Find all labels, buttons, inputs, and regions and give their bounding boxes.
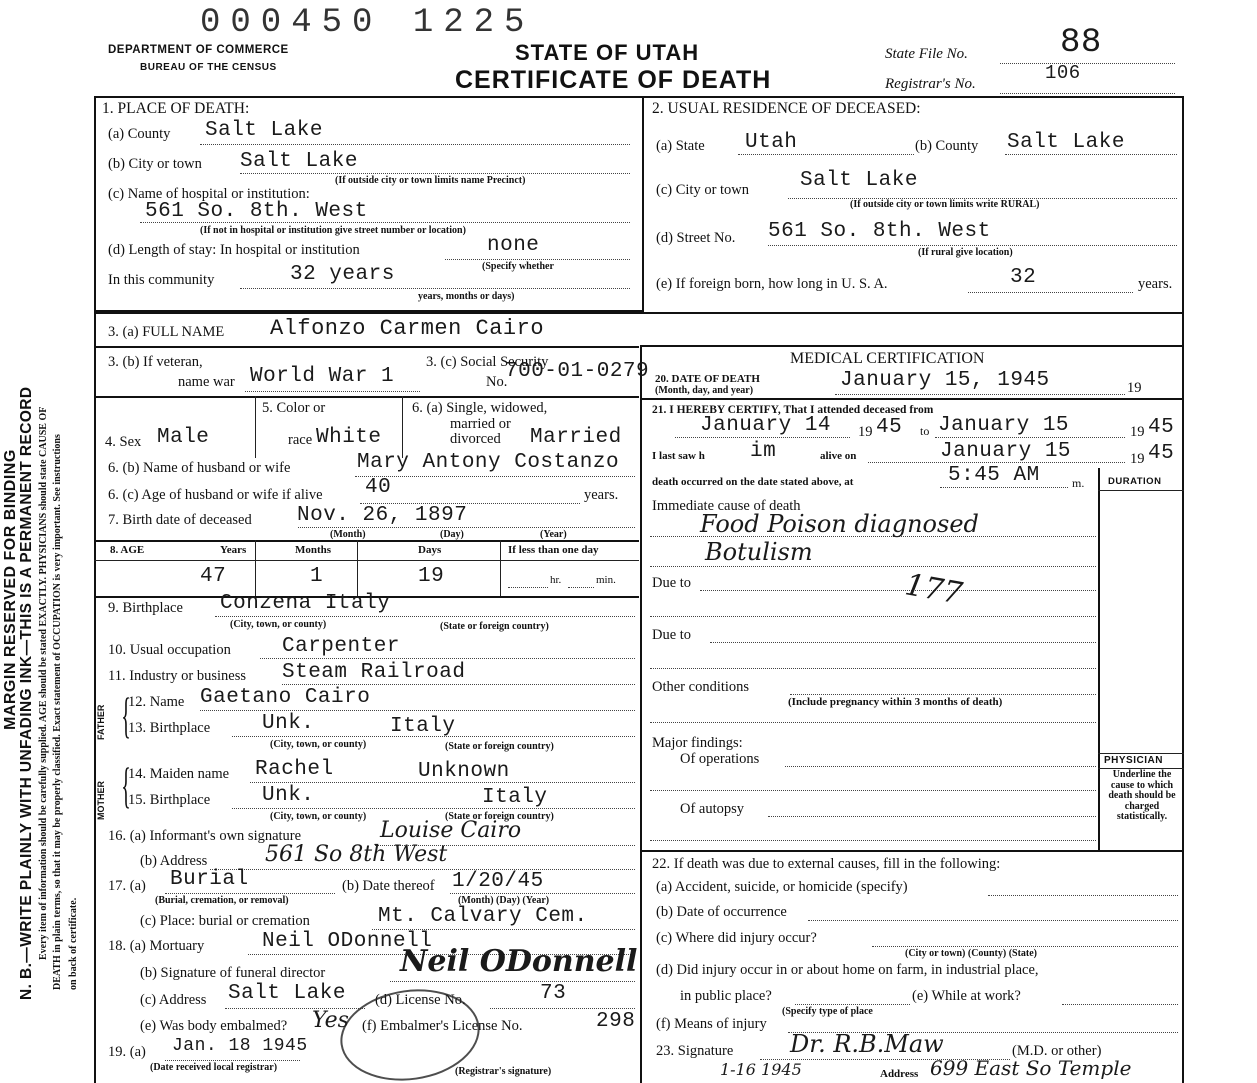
father-name-value: Gaetano Cairo <box>200 686 371 709</box>
informant-address: 561 So 8th West <box>265 842 448 867</box>
margin-instruction-1: Every item of information should be carefully supplied. AGE should be stated EXACTLY. PHYSICIANS should state CAUSE OF <box>38 406 49 960</box>
external-heading: 22. If death was due to external causes, fill in the following: <box>652 856 1001 872</box>
age-months-label: Months <box>295 544 332 556</box>
spouse-age-value: 40 <box>365 476 392 499</box>
stay-label: (d) Length of stay: In hospital or institution <box>108 242 360 258</box>
age-months-value: 1 <box>310 565 324 588</box>
external-a-label: (a) Accident, suicide, or homicide (specify) <box>656 879 908 895</box>
res-street-note: (If rural give location) <box>918 247 1013 258</box>
death-city-label: (b) City or town <box>108 156 202 172</box>
burial-date-value: 1/20/45 <box>452 870 544 893</box>
attended-from-year-prefix: 19 <box>858 424 873 440</box>
funeral-addr-label: (c) Address <box>140 992 207 1008</box>
sex-value: Male <box>157 426 210 449</box>
death-city-value: Salt Lake <box>240 150 358 173</box>
external-d-note: (Specify type of place <box>782 1006 873 1017</box>
marital-label: 6. (a) Single, widowed, <box>412 400 548 416</box>
marital-value: Married <box>530 426 622 449</box>
father-brace: { <box>121 687 131 743</box>
father-note-1: (City, town, or county) <box>270 739 367 750</box>
race-label: race <box>288 432 313 448</box>
age-days-value: 19 <box>418 565 445 588</box>
operations-label: Of operations <box>680 751 760 767</box>
spouse-label: 6. (b) Name of husband or wife <box>108 460 291 476</box>
death-county-label: (a) County <box>108 126 171 142</box>
alive-on-label: alive on <box>820 450 857 462</box>
burial-date-note: (Month) (Day) (Year) <box>458 895 550 906</box>
margin-instruction-2: DEATH in plain terms, so that it may be properly classified. Exact statement of OCCUPATION is very important. See instructions <box>52 434 63 990</box>
embalmer-license-label: (f) Embalmer's License No. <box>362 1018 523 1034</box>
received-note: (Date received local registrar) <box>150 1062 278 1073</box>
foreign-unit: years. <box>1138 276 1173 292</box>
burial-date-label: (b) Date thereof <box>342 878 435 894</box>
res-state-value: Utah <box>745 131 798 154</box>
ssn-value: 700-01-0279 <box>505 360 650 383</box>
attended-from-year: 45 <box>876 416 903 439</box>
spouse-age-unit: years. <box>584 487 619 503</box>
veteran-label: 3. (b) If veteran, <box>108 354 203 370</box>
mother-birthplace-label: 15. Birthplace <box>128 792 211 808</box>
res-city-label: (c) City or town <box>656 182 750 198</box>
registrar-label: Registrar's No. <box>885 76 976 92</box>
birthdate-label: 7. Birth date of deceased <box>108 512 252 528</box>
due-to-1-label: Due to <box>652 575 692 591</box>
marital-label-3: divorced <box>450 431 501 447</box>
res-county-label: (b) County <box>915 138 979 154</box>
death-date-value: January 15, 1945 <box>840 369 1050 392</box>
community-note: years, months or days) <box>418 291 515 302</box>
res-county-value: Salt Lake <box>1007 131 1125 154</box>
external-d-label-2: in public place? <box>680 988 772 1004</box>
death-date-note: (Month, day, and year) <box>655 385 754 396</box>
attended-to-year: 45 <box>1148 416 1175 439</box>
state-file-number: 88 <box>1060 24 1102 62</box>
color-label: 5. Color or <box>262 400 326 416</box>
full-name-label: 3. (a) FULL NAME <box>108 324 225 340</box>
other-conditions-label: Other conditions <box>652 679 750 695</box>
sex-label: 4. Sex <box>105 434 142 450</box>
signature-date: 1-16 1945 <box>720 1060 802 1079</box>
occupation-label: 10. Usual occupation <box>108 642 231 658</box>
mortuary-value: Neil ODonnell <box>262 930 433 953</box>
veteran-value: World War 1 <box>250 365 395 388</box>
mortuary-label: 18. (a) Mortuary <box>108 938 205 954</box>
foreign-label: (e) If foreign born, how long in U. S. A. <box>656 276 888 292</box>
death-county-value: Salt Lake <box>205 119 323 142</box>
burial-value: Burial <box>170 868 249 891</box>
certificate-serial: 000450 1225 <box>200 4 535 42</box>
mother-birth-city: Unk. <box>262 784 315 807</box>
hospital-label: (c) Name of hospital or institution: <box>108 186 310 202</box>
age-less-label: If less than one day <box>508 544 599 556</box>
embalmer-license-value: 298 <box>596 1010 636 1033</box>
death-date-suffix: 19 <box>1127 380 1142 396</box>
father-name-label: 12. Name <box>128 694 185 710</box>
veteran-label-2: name war <box>178 374 235 390</box>
occurred-label: death occurred on the date stated above, at <box>652 476 854 488</box>
burial-place-value: Mt. Calvary Cem. <box>378 905 588 928</box>
occupation-value: Carpenter <box>282 635 400 658</box>
mother-name-label: 14. Maiden name <box>128 766 230 782</box>
immediate-cause-1: Food Poison diagnosed <box>700 510 979 538</box>
birthdate-value: Nov. 26, 1897 <box>297 504 468 527</box>
due-to-2-label: Due to <box>652 627 692 643</box>
attended-from-value: January 14 <box>700 414 832 437</box>
certificate-title: CERTIFICATE OF DEATH <box>455 66 772 94</box>
alive-year-prefix: 19 <box>1130 451 1145 467</box>
min-label: min. <box>596 574 616 586</box>
burial-label: 17. (a) <box>108 878 146 894</box>
full-name-value: Alfonzo Carmen Cairo <box>270 316 545 341</box>
mother-brace: { <box>121 757 131 813</box>
immediate-cause-2: Botulism <box>705 538 813 566</box>
marital-label-2: married or <box>450 416 511 432</box>
external-c-label: (c) Where did injury occur? <box>656 930 817 946</box>
father-birthplace-label: 13. Birthplace <box>128 720 211 736</box>
res-city-value: Salt Lake <box>800 169 918 192</box>
attended-to-value: January 15 <box>938 414 1070 437</box>
place-of-death-heading: 1. PLACE OF DEATH: <box>102 100 250 117</box>
hospital-note: (If not in hospital or institution give street number or location) <box>200 225 466 236</box>
physician-signature: Dr. R.B.Maw <box>790 1030 944 1058</box>
spouse-age-label: 6. (c) Age of husband or wife if alive <box>108 487 323 503</box>
race-value: White <box>316 426 382 449</box>
last-saw-value: im <box>750 440 777 463</box>
father-note-2: (State or foreign country) <box>445 741 554 752</box>
mother-name-value: Rachel <box>255 758 334 781</box>
mother-note-2: (State or foreign country) <box>445 811 554 822</box>
foreign-value: 32 <box>1010 266 1037 289</box>
mother-note-1: (City, town, or county) <box>270 811 367 822</box>
director-label: (b) Signature of funeral director <box>140 965 326 981</box>
residence-heading: 2. USUAL RESIDENCE OF DECEASED: <box>652 100 921 117</box>
external-f-label: (f) Means of injury <box>656 1016 767 1032</box>
attended-to-year-prefix: 19 <box>1130 424 1145 440</box>
department-label: DEPARTMENT OF COMMERCE <box>108 44 289 56</box>
age-days-label: Days <box>418 544 442 556</box>
res-street-label: (d) Street No. <box>656 230 736 246</box>
industry-value: Steam Railroad <box>282 661 466 684</box>
birthplace-note-2: (State or foreign country) <box>440 621 549 632</box>
informant-signature: Louise Cairo <box>380 818 522 843</box>
physician-note: Underline the cause to which death should be charged statistically. <box>1108 769 1176 822</box>
burial-note: (Burial, cremation, or removal) <box>155 895 289 906</box>
medical-heading: MEDICAL CERTIFICATION <box>790 350 985 367</box>
certify-label: 21. I HEREBY CERTIFY, That I attended deceased from <box>652 404 934 416</box>
bureau-label: BUREAU OF THE CENSUS <box>140 62 277 73</box>
spouse-value: Mary Antony Costanzo <box>357 451 620 474</box>
registrar-number: 106 <box>1045 62 1081 84</box>
received-value: Jan. 18 1945 <box>172 1036 308 1056</box>
cause-code: 177 <box>902 567 965 612</box>
funeral-addr-value: Salt Lake <box>228 982 346 1005</box>
father-birth-country: Italy <box>390 715 456 738</box>
birthplace-note-1: (City, town, or county) <box>230 619 327 630</box>
birthplace-label: 9. Birthplace <box>108 600 183 616</box>
margin-binding-note: MARGIN RESERVED FOR BINDING <box>2 449 19 730</box>
other-conditions-note: (Include pregnancy within 3 months of death) <box>788 696 1003 708</box>
res-city-note: (If outside city or town limits write RURAL) <box>850 199 1040 210</box>
received-label: 19. (a) <box>108 1044 146 1060</box>
immediate-cause-label: Immediate cause of death <box>652 498 801 514</box>
registrar-signature-note: (Registrar's signature) <box>455 1066 552 1077</box>
informant-sig-label: 16. (a) Informant's own signature <box>108 828 302 844</box>
res-street-value: 561 So. 8th. West <box>768 220 991 243</box>
state-file-label: State File No. <box>885 46 968 62</box>
hr-label: hr. <box>550 574 562 586</box>
age-years-value: 47 <box>200 565 227 588</box>
community-value: 32 years <box>290 263 395 286</box>
father-birth-city: Unk. <box>262 712 315 735</box>
alive-on-value: January 15 <box>940 440 1072 463</box>
signature-address: 699 East So Temple <box>930 1056 1132 1080</box>
stay-note: (Specify whether <box>482 261 554 272</box>
age-label: 8. AGE <box>110 544 145 556</box>
community-label: In this community <box>108 272 215 288</box>
attended-to-label: to <box>920 424 930 438</box>
external-c-note: (City or town) (County) (State) <box>905 948 1038 959</box>
external-b-label: (b) Date of occurrence <box>656 904 787 920</box>
age-years-label: Years <box>220 544 247 556</box>
ssn-label: 3. (c) Social Security <box>426 354 549 370</box>
ssn-label-2: No. <box>486 374 508 390</box>
birth-year-note: (Year) <box>540 529 567 540</box>
m-label: m. <box>1072 476 1085 490</box>
margin-ink-note: N. B.—WRITE PLAINLY WITH UNFADING INK—THIS IS A PERMANENT RECORD <box>18 386 35 1000</box>
mother-name-last: Unknown <box>418 760 510 783</box>
res-state-label: (a) State <box>656 138 705 154</box>
birth-day-note: (Day) <box>440 529 464 540</box>
signature-suffix: (M.D. or other) <box>1012 1043 1102 1059</box>
death-city-note: (If outside city or town limits name Precinct) <box>335 175 526 186</box>
birth-month-note: (Month) <box>330 529 366 540</box>
mother-birth-country: Italy <box>482 786 548 809</box>
margin-instruction-3: on back of certificate. <box>68 897 79 990</box>
major-findings-label: Major findings: <box>652 735 743 751</box>
father-side-label: FATHER <box>96 704 106 740</box>
embalmed-label: (e) Was body embalmed? <box>140 1018 288 1034</box>
physician-label: PHYSICIAN <box>1104 755 1163 766</box>
birthplace-value: Conzena Italy <box>220 592 391 615</box>
death-time-value: 5:45 AM <box>948 464 1040 487</box>
external-e-label: (e) While at work? <box>912 988 1021 1004</box>
death-date-label: 20. DATE OF DEATH <box>655 373 760 385</box>
license-label: (d) License No. <box>375 992 466 1008</box>
signature-label: 23. Signature <box>656 1043 734 1059</box>
industry-label: 11. Industry or business <box>108 668 247 684</box>
director-signature: Neil ODonnell <box>400 944 638 979</box>
duration-label: DURATION <box>1108 476 1162 487</box>
external-d-label: (d) Did injury occur in or about home on farm, in industrial place, <box>656 962 1039 978</box>
last-saw-label: I last saw h <box>652 450 705 462</box>
license-value: 73 <box>540 982 567 1005</box>
stay-value: none <box>487 234 540 257</box>
alive-year: 45 <box>1148 442 1175 465</box>
state-title: STATE OF UTAH <box>515 40 700 65</box>
informant-addr-label: (b) Address <box>140 853 208 869</box>
autopsy-label: Of autopsy <box>680 801 745 817</box>
embalmed-value: Yes <box>312 1008 349 1033</box>
burial-place-label: (c) Place: burial or cremation <box>140 913 310 929</box>
signature-address-label: Address <box>880 1068 919 1080</box>
hospital-value: 561 So. 8th. West <box>145 200 368 223</box>
mother-side-label: MOTHER <box>96 781 106 820</box>
